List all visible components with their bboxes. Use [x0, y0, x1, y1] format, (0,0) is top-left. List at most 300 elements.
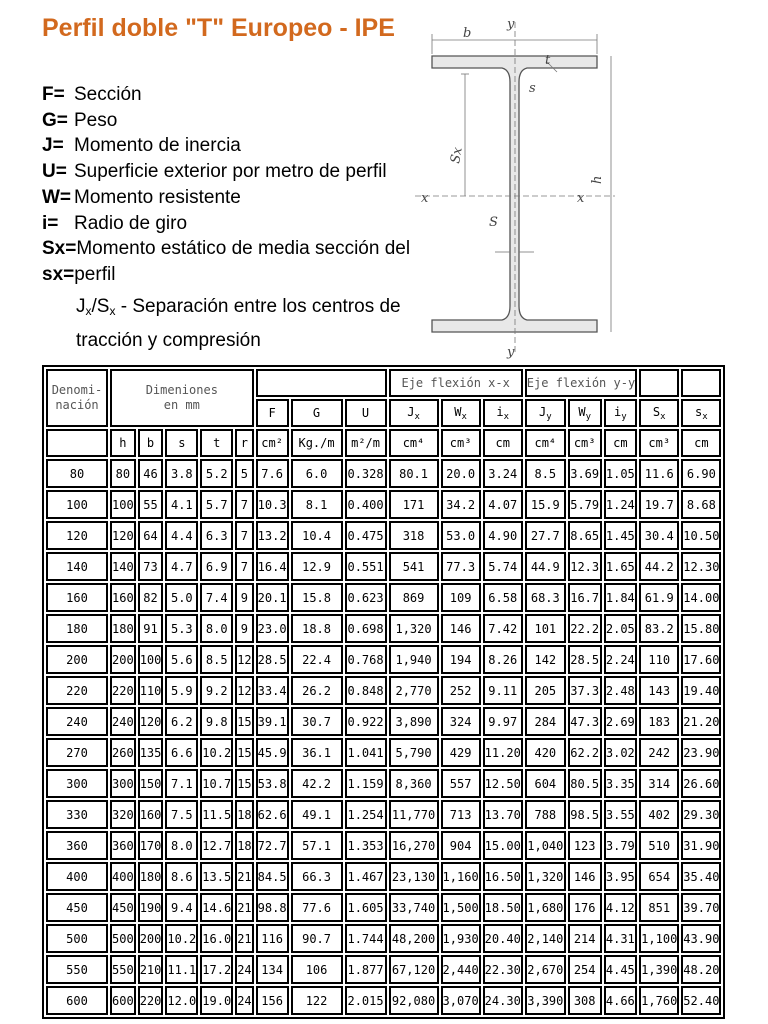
- diagram-label-y-bottom: y: [507, 345, 515, 359]
- table-cell: 146: [568, 862, 602, 891]
- table-cell: 43.90: [681, 924, 721, 953]
- table-cell: 72.7: [256, 831, 289, 860]
- table-row: [46, 924, 721, 953]
- table-row: [46, 614, 721, 643]
- table-cell: 9.97: [483, 707, 523, 736]
- table-cell: 10.2: [165, 924, 198, 953]
- table-cell: 1.65: [604, 552, 638, 581]
- table-cell: 20.40: [483, 924, 523, 953]
- table-cell: 15: [235, 738, 253, 767]
- table-cell: 16.7: [568, 583, 602, 612]
- table-cell: 11,770: [389, 800, 439, 829]
- legend-row: [42, 159, 410, 185]
- table-cell: 146: [441, 614, 481, 643]
- legend-row: [42, 133, 410, 159]
- table-cell: 1.159: [345, 769, 387, 798]
- legend-key: W=: [42, 186, 72, 208]
- table-cell: 12.3: [568, 552, 602, 581]
- legend-row: [42, 82, 410, 108]
- header-col-symbol: i: [614, 404, 622, 419]
- row-denominacion: 200: [46, 645, 108, 674]
- table-cell: 48,200: [389, 924, 439, 953]
- table-cell: 170: [138, 831, 164, 860]
- table-cell: 110: [639, 645, 679, 674]
- header-blank: [681, 369, 721, 397]
- table-cell: 1.605: [345, 893, 387, 922]
- table-cell: 16,270: [389, 831, 439, 860]
- table-cell: 35.40: [681, 862, 721, 891]
- table-cell: 1,390: [639, 955, 679, 984]
- table-cell: 116: [256, 924, 289, 953]
- legend-text: Radio de giro: [74, 212, 188, 234]
- header-denominacion: Denomi- nación: [46, 369, 108, 427]
- table-cell: 2.69: [604, 707, 638, 736]
- row-denominacion: 140: [46, 552, 108, 581]
- table-cell: 48.20: [681, 955, 721, 984]
- table-cell: 134: [256, 955, 289, 984]
- table-cell: 3,390: [525, 986, 566, 1015]
- table-cell: 109: [441, 583, 481, 612]
- table-cell: 101: [525, 614, 566, 643]
- table-cell: 4.66: [604, 986, 638, 1015]
- table-cell: 73: [138, 552, 164, 581]
- page-title: Perfil doble "T" Europeo - IPE: [42, 14, 395, 42]
- table-row: [46, 738, 721, 767]
- table-row: [46, 955, 721, 984]
- table-cell: 10.50: [681, 521, 721, 550]
- table-cell: 15: [235, 769, 253, 798]
- table-cell: 18: [235, 800, 253, 829]
- table-cell: 320: [110, 800, 136, 829]
- table-cell: 1.467: [345, 862, 387, 891]
- table-cell: 62.2: [568, 738, 602, 767]
- table-cell: 160: [110, 583, 136, 612]
- table-cell: 18.8: [291, 614, 343, 643]
- note-line1: - Separación entre los centros de: [115, 296, 401, 317]
- table-cell: 210: [138, 955, 164, 984]
- table-cell: 4.90: [483, 521, 523, 550]
- table-cell: 5.2: [200, 459, 233, 488]
- legend-text: Superficie exterior por metro de perfil: [74, 161, 387, 183]
- table-cell: 47.3: [568, 707, 602, 736]
- legend-row: [42, 236, 410, 262]
- table-cell: 5.3: [165, 614, 198, 643]
- table-row: [46, 769, 721, 798]
- header-unit: cm³: [568, 429, 602, 457]
- header-dimensiones: Dimeniones en mm: [110, 369, 254, 427]
- note-j: J: [76, 296, 86, 317]
- table-cell: 106: [291, 955, 343, 984]
- header-col-sub: x: [414, 411, 420, 422]
- table-cell: 64: [138, 521, 164, 550]
- table-cell: 9.11: [483, 676, 523, 705]
- table-cell: 1.24: [604, 490, 638, 519]
- legend-key: sx=: [42, 263, 75, 285]
- table-cell: 62.6: [256, 800, 289, 829]
- table-cell: 10.3: [256, 490, 289, 519]
- table-cell: 110: [138, 676, 164, 705]
- diagram-label-S: S: [489, 215, 498, 230]
- table-cell: 52.40: [681, 986, 721, 1015]
- table-cell: 318: [389, 521, 439, 550]
- table-cell: 15.00: [483, 831, 523, 860]
- table-cell: 49.1: [291, 800, 343, 829]
- table-cell: 10.2: [200, 738, 233, 767]
- centers-note: [76, 292, 401, 356]
- table-cell: 92,080: [389, 986, 439, 1015]
- header-blank: [639, 369, 679, 397]
- table-cell: 8.6: [165, 862, 198, 891]
- note-j-sub: x: [85, 304, 92, 318]
- table-cell: 220: [110, 676, 136, 705]
- legend-text: Momento resistente: [74, 186, 241, 208]
- table-row: [46, 459, 721, 488]
- row-denominacion: 180: [46, 614, 108, 643]
- table-cell: 6.0: [291, 459, 343, 488]
- table-cell: 26.2: [291, 676, 343, 705]
- table-cell: 2.48: [604, 676, 638, 705]
- table-cell: 2,140: [525, 924, 566, 953]
- row-denominacion: 400: [46, 862, 108, 891]
- table-cell: 24: [235, 955, 253, 984]
- table-cell: 14.6: [200, 893, 233, 922]
- table-cell: 18.50: [483, 893, 523, 922]
- table-cell: 15.9: [525, 490, 566, 519]
- table-cell: 7: [235, 521, 253, 550]
- table-cell: 90.7: [291, 924, 343, 953]
- table-cell: 1.041: [345, 738, 387, 767]
- table-cell: 20.1: [256, 583, 289, 612]
- table-cell: 42.2: [291, 769, 343, 798]
- header-unit: m²/m: [345, 429, 387, 457]
- table-cell: 0.698: [345, 614, 387, 643]
- ipe-table: [42, 365, 725, 1019]
- table-cell: 171: [389, 490, 439, 519]
- table-cell: 24.30: [483, 986, 523, 1015]
- table-cell: 6.2: [165, 707, 198, 736]
- table-cell: 83.2: [639, 614, 679, 643]
- table-cell: 150: [138, 769, 164, 798]
- table-cell: 3.24: [483, 459, 523, 488]
- table-cell: 0.400: [345, 490, 387, 519]
- row-denominacion: 450: [46, 893, 108, 922]
- table-cell: 4.12: [604, 893, 638, 922]
- table-cell: 9.8: [200, 707, 233, 736]
- header-blank: [256, 369, 387, 397]
- table-cell: 1,940: [389, 645, 439, 674]
- table-cell: 12.0: [165, 986, 198, 1015]
- legend-key: U=: [42, 161, 67, 183]
- table-cell: 2,670: [525, 955, 566, 984]
- table-cell: 557: [441, 769, 481, 798]
- header-col: [604, 399, 638, 427]
- legend-key: i=: [42, 212, 59, 234]
- table-cell: 6.58: [483, 583, 523, 612]
- header-unit: cm⁴: [389, 429, 439, 457]
- table-cell: 5,790: [389, 738, 439, 767]
- table-cell: 8.26: [483, 645, 523, 674]
- header-col: [639, 399, 679, 427]
- table-cell: 82: [138, 583, 164, 612]
- row-denominacion: 600: [46, 986, 108, 1015]
- table-cell: 53.0: [441, 521, 481, 550]
- table-cell: 23.0: [256, 614, 289, 643]
- header-col-symbol: s: [695, 404, 703, 419]
- table-cell: 140: [110, 552, 136, 581]
- table-cell: 180: [110, 614, 136, 643]
- table-cell: 68.3: [525, 583, 566, 612]
- diagram-label-s: s: [529, 81, 536, 96]
- legend-row: [42, 108, 410, 134]
- table-cell: 100: [138, 645, 164, 674]
- table-cell: 4.4: [165, 521, 198, 550]
- row-denominacion: 300: [46, 769, 108, 798]
- table-cell: 61.9: [639, 583, 679, 612]
- table-cell: 156: [256, 986, 289, 1015]
- table-cell: 77.6: [291, 893, 343, 922]
- table-row: [46, 676, 721, 705]
- legend-row: [42, 211, 410, 237]
- diagram-label-t: t: [545, 53, 551, 68]
- table-cell: 67,120: [389, 955, 439, 984]
- table-cell: 200: [138, 924, 164, 953]
- table-cell: 1.84: [604, 583, 638, 612]
- legend-key: J=: [42, 135, 64, 157]
- table-cell: 16.0: [200, 924, 233, 953]
- table-cell: 183: [639, 707, 679, 736]
- header-unit: cm: [681, 429, 721, 457]
- table-cell: 22.2: [568, 614, 602, 643]
- table-cell: 8.0: [165, 831, 198, 860]
- row-denominacion: 500: [46, 924, 108, 953]
- table-cell: 194: [441, 645, 481, 674]
- header-col-symbol: S: [652, 404, 661, 419]
- table-cell: 19.40: [681, 676, 721, 705]
- header-col: [525, 399, 566, 427]
- table-cell: 851: [639, 893, 679, 922]
- table-cell: 5.0: [165, 583, 198, 612]
- table-cell: 36.1: [291, 738, 343, 767]
- table-cell: 308: [568, 986, 602, 1015]
- table-cell: 19.0: [200, 986, 233, 1015]
- table-cell: 11.5: [200, 800, 233, 829]
- header-col-symbol: F: [268, 406, 276, 420]
- table-cell: 39.1: [256, 707, 289, 736]
- table-cell: 23,130: [389, 862, 439, 891]
- table-cell: 0.475: [345, 521, 387, 550]
- header-col: [681, 399, 721, 427]
- table-cell: 15: [235, 707, 253, 736]
- row-denominacion: 220: [46, 676, 108, 705]
- table-cell: 220: [138, 986, 164, 1015]
- table-cell: 27.7: [525, 521, 566, 550]
- table-cell: 80.1: [389, 459, 439, 488]
- table-cell: 9: [235, 583, 253, 612]
- table-cell: 55: [138, 490, 164, 519]
- header-dim: r: [235, 429, 253, 457]
- table-cell: 19.7: [639, 490, 679, 519]
- table-cell: 6.90: [681, 459, 721, 488]
- table-row: [46, 645, 721, 674]
- table-cell: 8.65: [568, 521, 602, 550]
- table-cell: 11.1: [165, 955, 198, 984]
- table-cell: 2,770: [389, 676, 439, 705]
- table-cell: 7.42: [483, 614, 523, 643]
- header-col-sub: x: [702, 411, 708, 422]
- table-row: [46, 583, 721, 612]
- table-cell: 10.4: [291, 521, 343, 550]
- table-cell: 402: [639, 800, 679, 829]
- header-dim: b: [138, 429, 164, 457]
- table-cell: 91: [138, 614, 164, 643]
- header-unit: cm³: [639, 429, 679, 457]
- table-row: [46, 831, 721, 860]
- table-cell: 12.7: [200, 831, 233, 860]
- table-row: [46, 490, 721, 519]
- table-cell: 1,160: [441, 862, 481, 891]
- table-cell: 12: [235, 645, 253, 674]
- table-cell: 15.80: [681, 614, 721, 643]
- table-cell: 21.20: [681, 707, 721, 736]
- table-cell: 450: [110, 893, 136, 922]
- table-cell: 713: [441, 800, 481, 829]
- table-cell: 550: [110, 955, 136, 984]
- table-cell: 8.0: [200, 614, 233, 643]
- table-cell: 21: [235, 924, 253, 953]
- table-cell: 176: [568, 893, 602, 922]
- table-cell: 324: [441, 707, 481, 736]
- table-cell: 57.1: [291, 831, 343, 860]
- header-col-symbol: U: [361, 406, 370, 420]
- table-cell: 34.2: [441, 490, 481, 519]
- legend-text: Momento estático de media sección del: [76, 238, 411, 260]
- table-cell: 12.30: [681, 552, 721, 581]
- table-cell: 26.60: [681, 769, 721, 798]
- header-col-symbol: G: [312, 406, 321, 420]
- header-dim: s: [165, 429, 198, 457]
- header-eje-y: Eje flexión y-y: [525, 369, 637, 397]
- table-cell: 18: [235, 831, 253, 860]
- row-denominacion: 330: [46, 800, 108, 829]
- table-cell: 200: [110, 645, 136, 674]
- table-cell: 22.30: [483, 955, 523, 984]
- table-cell: 7: [235, 552, 253, 581]
- table-cell: 1.254: [345, 800, 387, 829]
- header-col-symbol: W: [578, 404, 586, 419]
- header-col: [441, 399, 481, 427]
- table-cell: 3.8: [165, 459, 198, 488]
- table-cell: 1,040: [525, 831, 566, 860]
- table-cell: 2.05: [604, 614, 638, 643]
- table-cell: 13.5: [200, 862, 233, 891]
- table-cell: 252: [441, 676, 481, 705]
- table-row: [46, 552, 721, 581]
- table-cell: 1,680: [525, 893, 566, 922]
- table-cell: 214: [568, 924, 602, 953]
- table-cell: 100: [110, 490, 136, 519]
- table-cell: 4.45: [604, 955, 638, 984]
- table-cell: 29.30: [681, 800, 721, 829]
- table-cell: 30.4: [639, 521, 679, 550]
- row-denominacion: 160: [46, 583, 108, 612]
- table-cell: 1,320: [389, 614, 439, 643]
- table-row: [46, 893, 721, 922]
- table-cell: 1,100: [639, 924, 679, 953]
- table-cell: 8.1: [291, 490, 343, 519]
- header-eje-x: Eje flexión x-x: [389, 369, 523, 397]
- table-cell: 21: [235, 893, 253, 922]
- table-cell: 869: [389, 583, 439, 612]
- table-cell: 2.24: [604, 645, 638, 674]
- table-cell: 80: [110, 459, 136, 488]
- table-cell: 0.623: [345, 583, 387, 612]
- table-cell: 284: [525, 707, 566, 736]
- table-row: [46, 862, 721, 891]
- header-col-sub: y: [546, 411, 552, 422]
- table-cell: 16.4: [256, 552, 289, 581]
- table-cell: 98.8: [256, 893, 289, 922]
- header-unit: Kg./m: [291, 429, 343, 457]
- table-cell: 190: [138, 893, 164, 922]
- table-cell: 4.7: [165, 552, 198, 581]
- table-cell: 12: [235, 676, 253, 705]
- legend-key: G=: [42, 109, 68, 131]
- table-cell: 429: [441, 738, 481, 767]
- header-col: [568, 399, 602, 427]
- table-cell: 28.5: [568, 645, 602, 674]
- header-row: [46, 429, 721, 457]
- diagram-label-x-right: x: [577, 191, 585, 206]
- row-denominacion: 120: [46, 521, 108, 550]
- table-cell: 5.7: [200, 490, 233, 519]
- table-cell: 20.0: [441, 459, 481, 488]
- table-cell: 7.4: [200, 583, 233, 612]
- header-col: [389, 399, 439, 427]
- table-cell: 122: [291, 986, 343, 1015]
- table-cell: 180: [138, 862, 164, 891]
- legend-key: F=: [42, 84, 65, 105]
- table-cell: 1.05: [604, 459, 638, 488]
- header-dim: t: [200, 429, 233, 457]
- table-cell: 0.328: [345, 459, 387, 488]
- header-col-sub: y: [621, 411, 627, 422]
- note-s-sub: x: [109, 304, 116, 318]
- table-cell: 0.768: [345, 645, 387, 674]
- table-cell: 8.5: [525, 459, 566, 488]
- table-cell: 8.68: [681, 490, 721, 519]
- table-row: [46, 986, 721, 1015]
- table-row: [46, 707, 721, 736]
- table-cell: 120: [138, 707, 164, 736]
- table-cell: 123: [568, 831, 602, 860]
- header-col-symbol: i: [496, 404, 504, 419]
- table-cell: 314: [639, 769, 679, 798]
- header-col: [256, 399, 289, 427]
- table-cell: 30.7: [291, 707, 343, 736]
- table-cell: 600: [110, 986, 136, 1015]
- table-cell: 84.5: [256, 862, 289, 891]
- table-cell: 7.6: [256, 459, 289, 488]
- ipe-section-diagram: [415, 14, 615, 359]
- header-unit: cm⁴: [525, 429, 566, 457]
- table-cell: 4.1: [165, 490, 198, 519]
- table-cell: 135: [138, 738, 164, 767]
- table-cell: 37.3: [568, 676, 602, 705]
- header-unit: cm³: [441, 429, 481, 457]
- legend-text: Sección: [74, 84, 142, 105]
- table-cell: 28.5: [256, 645, 289, 674]
- table-cell: 6.3: [200, 521, 233, 550]
